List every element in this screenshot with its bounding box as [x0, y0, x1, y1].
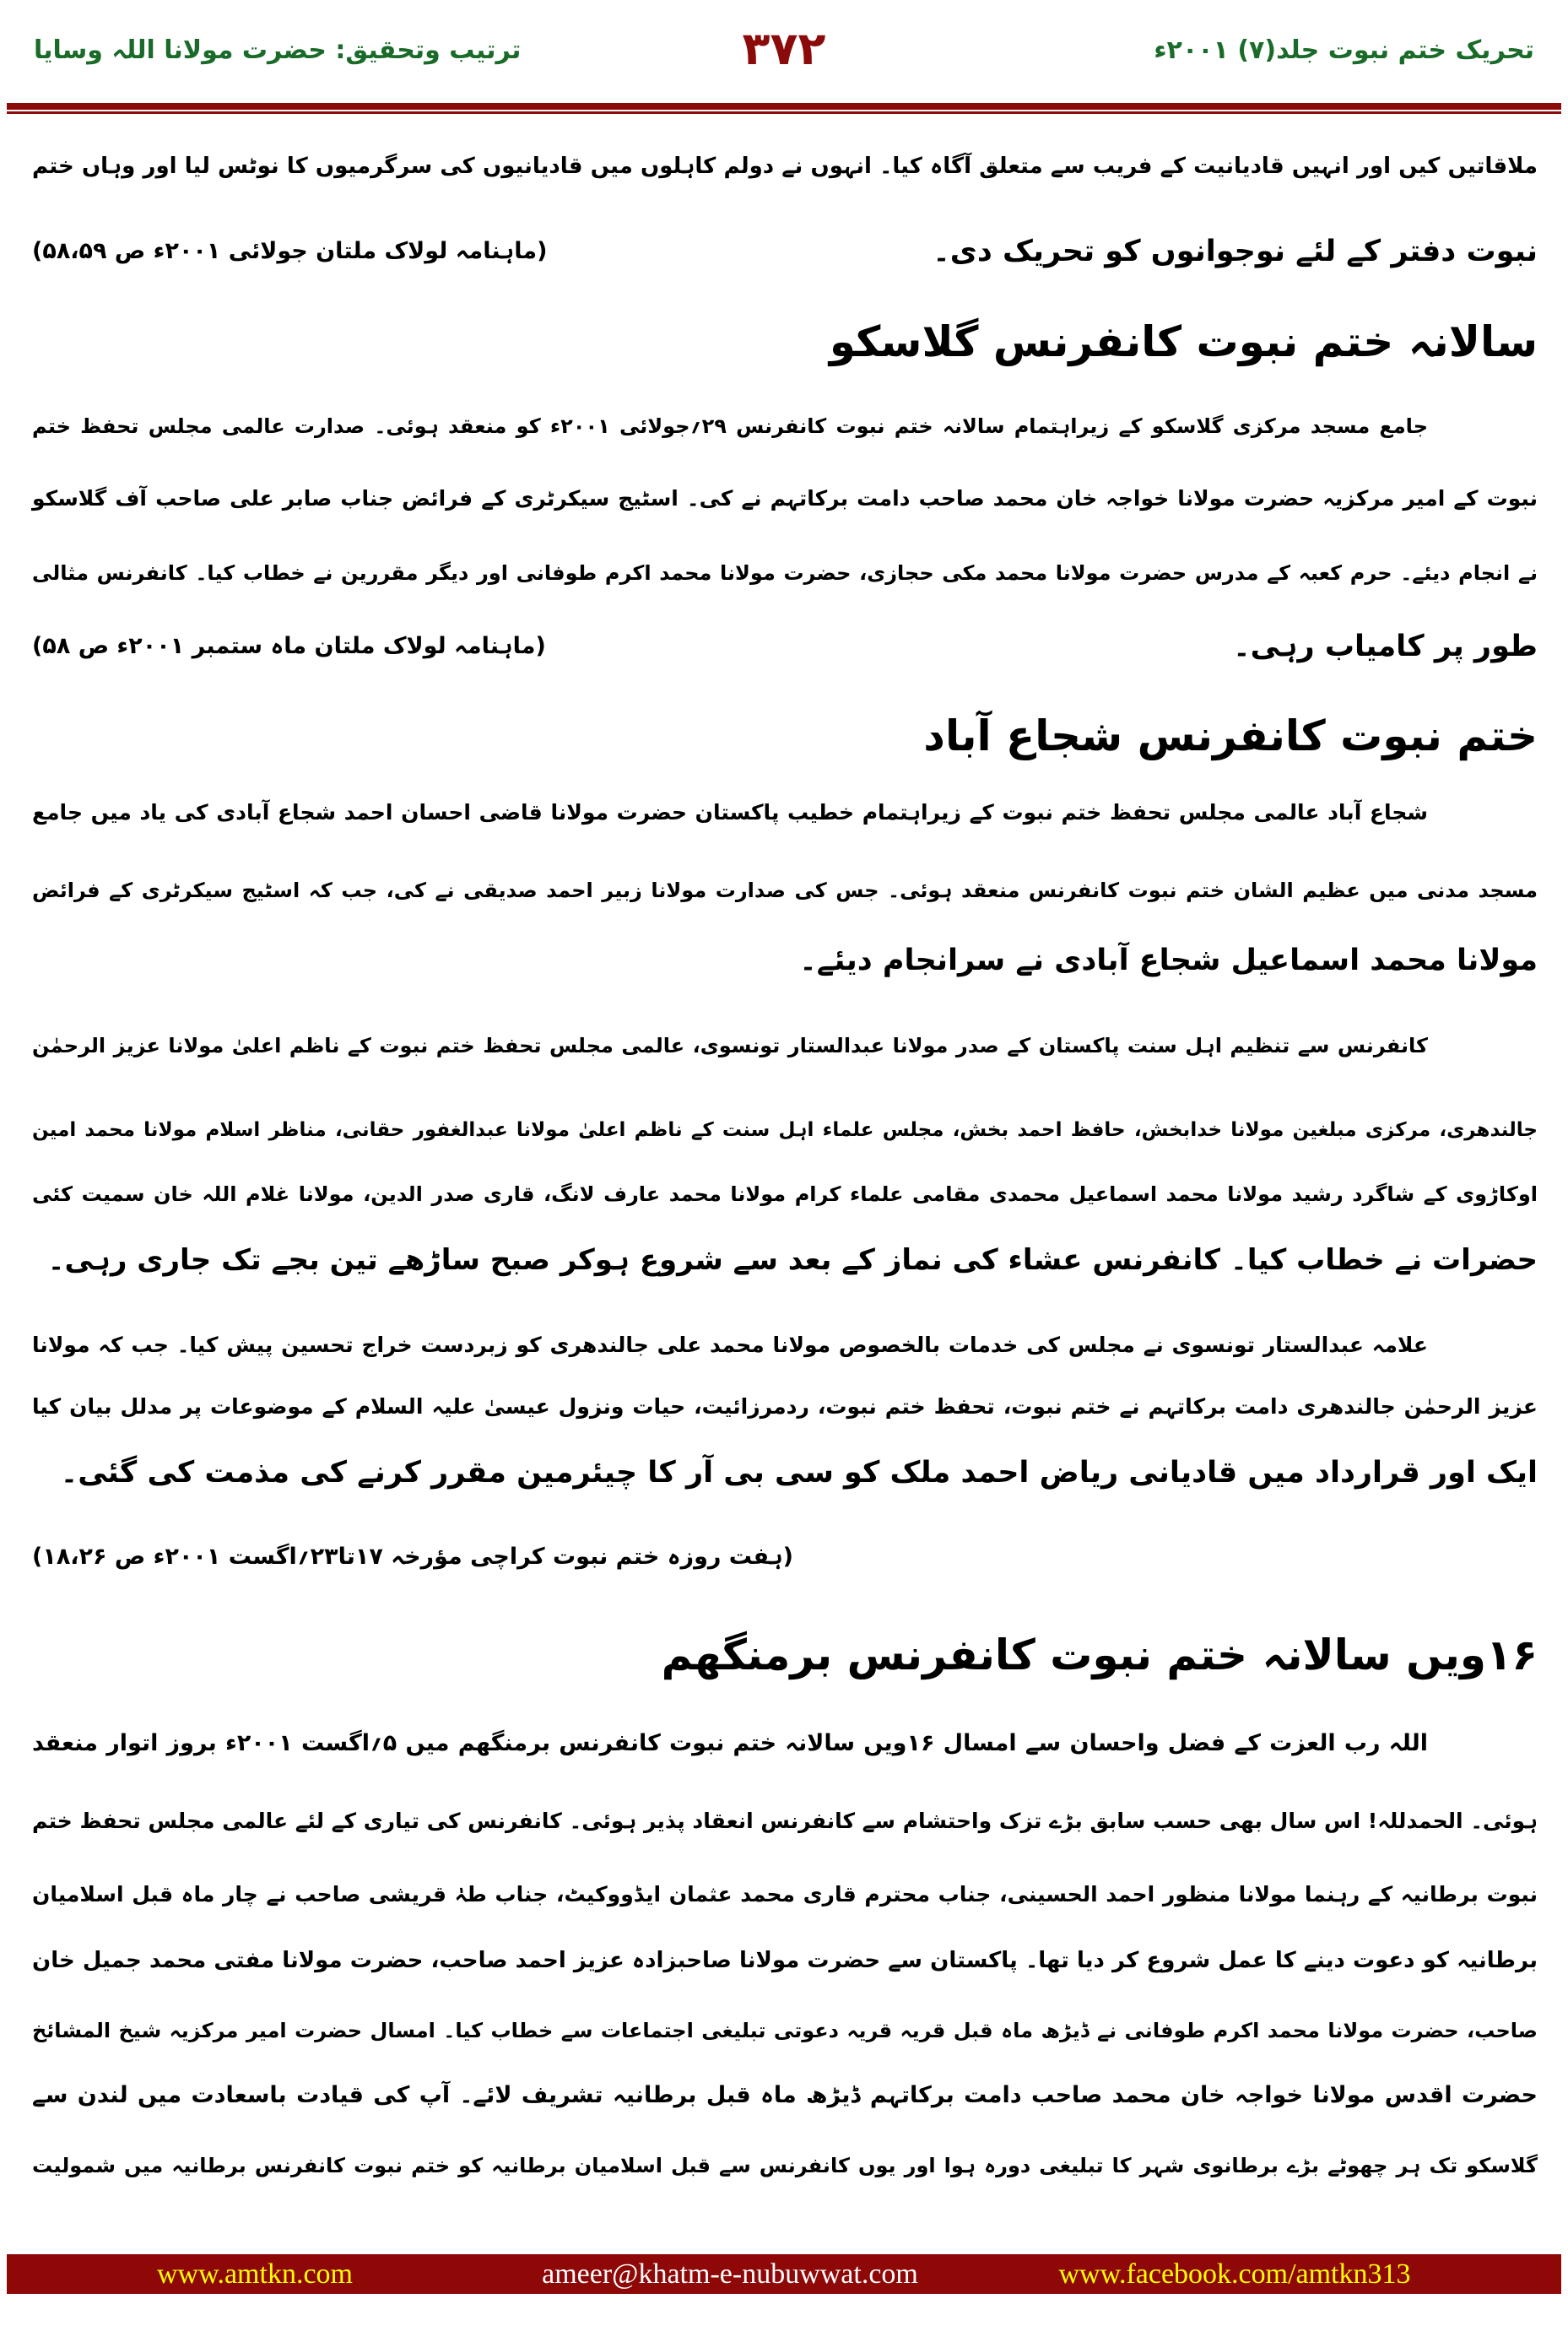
- line-text: اللہ رب العزت کے فضل واحسان سے امسال ۱۶ویں سالانہ ختم نبوت کانفرنس برمنگھم میں ۵؍اگست ۲۰۰۱ء بروز اتوار منعقد: [32, 1730, 1428, 1756]
- text-line: [32, 543, 1538, 603]
- book-title: تحریک ختم نبوت جلد(۷) ۲۰۰۱ء: [1154, 35, 1534, 65]
- text-line: [32, 2000, 1538, 2061]
- page-number: ۳۷۲: [742, 22, 826, 75]
- text-line: [32, 136, 1538, 197]
- text-line: [32, 930, 1538, 991]
- line-text: نبوت دفتر کے لئے نوجوانوں کو تحریک دی۔: [933, 235, 1538, 268]
- text-line: [32, 468, 1538, 529]
- text-line: [32, 1315, 1428, 1376]
- citation: (ماہنامہ لولاک ملتان ماہ ستمبر ۲۰۰۱ء ص ۵۸): [32, 633, 546, 659]
- header-rule-thick: [7, 103, 1561, 110]
- website-link[interactable]: www.amtkn.com: [157, 2258, 353, 2290]
- line-text: طور پر کامیاب رہی۔: [1233, 630, 1538, 663]
- line-text: جالندھری، مرکزی مبلغین مولانا خدابخش، حافظ احمد بخش، مجلس علماء اہل سنت کے ناظم اعلیٰ مولانا عبدالغفور حقانی، مناظر اسلام مولانا محمد امین: [32, 1119, 1538, 1141]
- text-line: [32, 1377, 1538, 1437]
- email-link[interactable]: ameer@khatm-e-nubuwwat.com: [542, 2258, 918, 2290]
- section-heading: سالانہ ختم نبوت کانفرنس گلاسکو: [829, 317, 1538, 366]
- text-line: [32, 1230, 1538, 1290]
- facebook-link[interactable]: www.facebook.com/amtkn313: [1058, 2258, 1411, 2290]
- line-text: حضرت اقدس مولانا خواجہ خان محمد صاحب دامت برکاتہم ڈیڑھ ماہ قبل برطانیہ تشریف لائے۔ آپ کی قیادت باسعادت میں لندن سے: [32, 2082, 1538, 2108]
- line-text: اوکاڑوی کے شاگرد رشید مولانا محمد اسماعیل محمدی مقامی علماء کرام مولانا محمد عارف لانگ، قاری صدر الدین، مولانا غلام اللہ خان سمیت کئی: [32, 1182, 1538, 1206]
- citation: (ماہنامہ لولاک ملتان جولائی ۲۰۰۱ء ص ۵۸،۵۹): [32, 238, 548, 264]
- line-text: کانفرنس سے تنظیم اہل سنت پاکستان کے صدر مولانا عبدالستار تونسوی، عالمی مجلس تحفظ ختم نبوت کے ناظم اعلیٰ مولانا عزیز الرحمٰن: [32, 1034, 1428, 1057]
- text-line: [32, 1930, 1538, 1991]
- text-line: [32, 2065, 1538, 2126]
- line-text: شجاع آباد عالمی مجلس تحفظ ختم نبوت کے زیراہتمام خطیب پاکستان حضرت مولانا قاضی احسان احمد شجاع آبادی کی یاد میں جامع: [32, 800, 1428, 825]
- citation: (ہفت روزہ ختم نبوت کراچی مؤرخہ ۱۷تا۲۳؍اگست ۲۰۰۱ء ص ۱۸،۲۶): [32, 1544, 793, 1570]
- text-line: [32, 1015, 1428, 1076]
- line-text: مسجد مدنی میں عظیم الشان ختم نبوت کانفرنس منعقد ہوئی۔ جس کی صدارت مولانا زبیر احمد صدیقی نے کی، جب کہ اسٹیج سیکرٹری کے فرائض: [32, 879, 1538, 902]
- line-text: علامہ عبدالستار تونسوی نے مجلس کی خدمات بالخصوص مولانا محمد علی جالندھری کو زبردست خراج تحسین پیش کیا۔ جب کہ مولانا: [32, 1333, 1428, 1357]
- line-text: جامع مسجد مرکزی گلاسکو کے زیراہتمام سالانہ ختم نبوت کانفرنس ۲۹؍جولائی ۲۰۰۱ء کو منعقد ہوئی۔ صدارت عالمی مجلس تحفظ ختم: [32, 414, 1428, 438]
- section-heading: ختم نبوت کانفرنس شجاع آباد: [923, 711, 1538, 760]
- text-line: [32, 1791, 1538, 1852]
- section-heading: ۱۶ویں سالانہ ختم نبوت کانفرنس برمنگھم: [661, 1631, 1538, 1679]
- line-text: عزیز الرحمٰن جالندھری دامت برکاتہم نے ختم نبوت، تحفظ ختم نبوت، ردمرزائیت، حیات ونزول عیسیٰ علیہ السلام کے موضوعات پر مدلل بیان کیا: [32, 1394, 1538, 1419]
- text-line: [32, 782, 1428, 843]
- line-text: ملاقاتیں کیں اور انہیں قادیانیت کے فریب سے متعلق آگاہ کیا۔ انہوں نے دولم کاہلوں میں قادیانیوں کی سرگرمیوں کا نوٹس لیا اور وہاں ختم: [32, 154, 1538, 179]
- line-text: برطانیہ کو دعوت دینے کا عمل شروع کر دیا تھا۔ پاکستان سے حضرت مولانا صاحبزادہ عزیز احمد صاحب، حضرت مولانا مفتی محمد جمیل خان: [32, 1948, 1538, 1973]
- text-line: [32, 1713, 1428, 1774]
- page-footer: [7, 2254, 1561, 2294]
- line-text: گلاسکو تک ہر چھوٹے بڑے برطانوی شہر کا تبلیغی دورہ ہوا اور یوں کانفرنس سے قبل اسلامیان برطانیہ کو ختم نبوت کانفرنس برطانیہ میں شمولیت: [32, 2154, 1538, 2177]
- text-line: [32, 1442, 1538, 1503]
- line-text: ہوئی۔ الحمدللہ! اس سال بھی حسب سابق بڑے تزک واحتشام سے کانفرنس انعقاد پذیر ہوئی۔ کانفرنس کی تیاری کے لئے عالمی مجلس تحفظ ختم: [32, 1809, 1538, 1833]
- line-text: نبوت برطانیہ کے رہنما مولانا منظور احمد الحسینی، جناب محترم قاری محمد عثمان ایڈووکیٹ، جناب طہٰ قریشی صاحب نے چار ماہ قبل اسلامیان: [32, 1882, 1538, 1907]
- line-text: نبوت کے امیر مرکزیہ حضرت مولانا خواجہ خان محمد صاحب دامت برکاتہم نے کی۔ اسٹیج سیکرٹری کے فرائض جناب صابر علی صاحب آف گلاسکو: [32, 486, 1538, 511]
- text-line: [32, 1100, 1538, 1160]
- text-line: [32, 396, 1428, 457]
- line-text: مولانا محمد اسماعیل شجاع آبادی نے سرانجام دیئے۔: [799, 944, 1538, 977]
- line-text: ایک اور قرارداد میں قادیانی ریاض احمد ملک کو سی بی آر کا چیئرمین مقرر کرنے کی مذمت کی گئی۔: [60, 1456, 1538, 1490]
- line-text: نے انجام دیئے۔ حرم کعبہ کے مدرس حضرت مولانا محمد مکی حجازی، حضرت مولانا محمد اکرم طوفانی اور دیگر مقررین نے خطاب کیا۔ کانفرنس مثالی: [32, 561, 1538, 585]
- text-line: [32, 2135, 1538, 2196]
- line-text: حضرات نے خطاب کیا۔ کانفرنس عشاء کی نماز کے بعد سے شروع ہوکر صبح ساڑھے تین بجے تک جاری رہی۔: [47, 1243, 1538, 1277]
- text-line: [32, 1864, 1538, 1925]
- text-line: [32, 1164, 1538, 1225]
- text-line: [32, 860, 1538, 921]
- line-text: صاحب، حضرت مولانا محمد اکرم طوفانی نے ڈیڑھ ماہ قبل قریہ قریہ دعوتی تبلیغی اجتماعات سے خطاب کیا۔ امسال حضرت امیر مرکزیہ شیخ المشائخ: [32, 2019, 1538, 2042]
- header-rule-thin: [7, 111, 1561, 114]
- compiler-credit: ترتیب وتحقیق: حضرت مولانا اللہ وسایا: [34, 35, 522, 65]
